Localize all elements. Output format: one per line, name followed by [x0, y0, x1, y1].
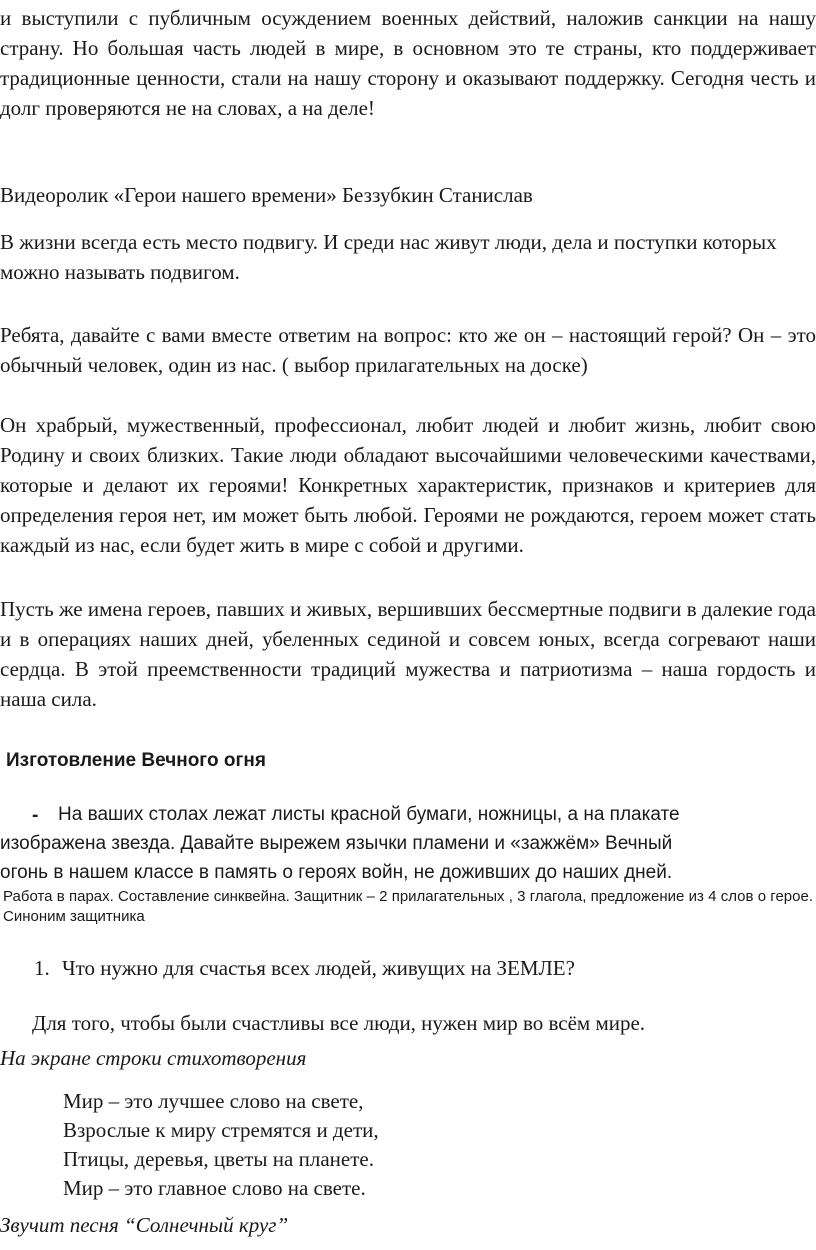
question-text: Что нужно для счастья всех людей, живущих на ЗЕМЛЕ?: [62, 956, 575, 980]
task-line-2: изображена звезда. Давайте вырежем язычки пламени и «зажжём» Вечный: [0, 833, 673, 854]
paragraph-question-hero: Ребята, давайте с вами вместе ответим на вопрос: кто же он – настоящий герой? Он – это обычный человек, один из нас. ( выбор прилагательных на доске): [0, 323, 816, 377]
video-heading: Видеоролик «Герои нашего времени» Беззубкин Станислав: [0, 183, 533, 207]
paragraph-hero-qualities: Он храбрый, мужественный, профессионал, любит людей и любит жизнь, любит свою Родину и своих близких. Такие люди обладают высочайшими человеческими качествами, которые и делают их героями! Конкретных характеристик, признаков и критериев для определения героя нет, им может быть любой. Героями не рождаются, героем может стать каждый из нас, если будет жить в мире с собой и другими.: [0, 413, 816, 557]
poem-line-1: Мир – это лучшее слово на свете,: [63, 1089, 364, 1113]
task-dash: -: [32, 805, 39, 826]
pair-work-note: Работа в парах. Составление синквейна. Защитник – 2 прилагательных , 3 глагола, предложение из 4 слов о герое. Синоним защитника: [3, 888, 813, 925]
task-line-3: огонь в нашем классе в память о героях войн, не доживших до наших дней.: [0, 862, 673, 883]
task-line-1: На ваших столах лежат листы красной бумаги, ножницы, а на плакате: [58, 804, 680, 825]
question-number: 1.: [34, 956, 50, 980]
paragraph-names-of-heroes: Пусть же имена героев, павших и живых, вершивших бессмертные подвиги в далекие года и в операциях наших дней, убеленных сединой и совсем юных, всегда согревают наши сердца. В этой преемственности традиций мужества и патриотизма – наша гордость и наша сила.: [0, 597, 816, 711]
section-heading-eternal-flame: Изготовление Вечного огня: [6, 750, 266, 771]
poem-line-3: Птицы, деревья, цветы на планете.: [63, 1147, 374, 1171]
paragraph-sanctions: и выступили с публичным осуждением военных действий, наложив санкции на нашу страну. Но большая часть людей в мире, в основном это те страны, кто поддерживает традиционные ценности, стали на нашу сторону и оказывают поддержку. Сегодня честь и долг проверяются не на словах, а на деле!: [0, 6, 816, 120]
song-note: Звучит песня “Солнечный круг”: [0, 1213, 289, 1237]
poem-line-4: Мир – это главное слово на свете.: [63, 1176, 366, 1200]
paragraph-feat: В жизни всегда есть место подвигу. И среди нас живут люди, дела и поступки которых можно называть подвигом.: [0, 230, 777, 284]
answer-text: Для того, чтобы были счастливы все люди, нужен мир во всём мире.: [32, 1011, 646, 1035]
poem-line-2: Взрослые к миру стремятся и дети,: [63, 1118, 379, 1142]
screen-note: На экране строки стихотворения: [0, 1046, 307, 1070]
